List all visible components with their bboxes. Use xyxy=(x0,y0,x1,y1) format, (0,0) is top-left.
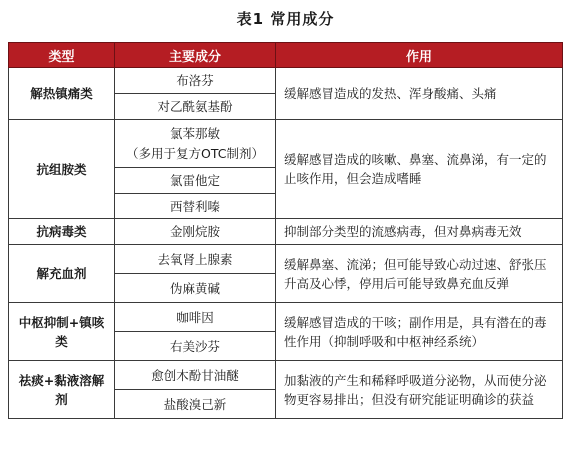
header-ingredient: 主要成分 xyxy=(115,43,276,68)
ingredient-cell: 愈创木酚甘油醚 xyxy=(115,361,276,390)
effect-cell: 抑制部分类型的流感病毒，但对鼻病毒无效 xyxy=(276,219,563,245)
ingredient-cell: 金刚烷胺 xyxy=(115,219,276,245)
table-row xyxy=(9,303,563,332)
table-title: 表1 常用成分 xyxy=(236,10,335,28)
effect-cell: 缓解感冒造成的发热、浑身酸痛、头痛 xyxy=(276,68,563,120)
ingredient-cell: 去氧肾上腺素 xyxy=(115,245,276,274)
header-effect: 作用 xyxy=(276,43,563,68)
ingredient-cell: 咖啡因 xyxy=(115,303,276,332)
table-row xyxy=(9,68,563,94)
type-cell: 解充血剂 xyxy=(9,245,115,303)
type-cell: 抗组胺类 xyxy=(9,120,115,219)
header-type: 类型 xyxy=(9,43,115,68)
effect-cell: 加黏液的产生和稀释呼吸道分泌物，从而使分泌物更容易排出；但没有研究能证明确诊的获益 xyxy=(276,361,563,419)
header-row xyxy=(9,43,563,68)
type-cell: 中枢抑制+镇咳类 xyxy=(9,303,115,361)
ingredient-cell: 氯苯那敏 （多用于复方OTC制剂） xyxy=(115,120,276,168)
table-row xyxy=(9,120,563,168)
ingredient-cell: 氯雷他定 xyxy=(115,168,276,194)
type-cell: 解热镇痛类 xyxy=(9,68,115,120)
type-cell: 祛痰+黏液溶解剂 xyxy=(9,361,115,419)
ingredient-cell: 伪麻黄碱 xyxy=(115,274,276,303)
ingredients-table xyxy=(8,42,563,419)
ingredient-cell: 盐酸溴己新 xyxy=(115,390,276,419)
effect-cell: 缓解感冒造成的干咳；副作用是，具有潜在的毒性作用（抑制呼吸和中枢神经系统） xyxy=(276,303,563,361)
ingredient-cell: 西替利嗪 xyxy=(115,194,276,219)
effect-cell: 缓解鼻塞、流涕；但可能导致心动过速、舒张压升高及心悸，停用后可能导致鼻充血反弹 xyxy=(276,245,563,303)
ingredient-cell: 布洛芬 xyxy=(115,68,276,94)
ingredient-cell: 右美沙芬 xyxy=(115,332,276,361)
table-row xyxy=(9,361,563,390)
type-cell: 抗病毒类 xyxy=(9,219,115,245)
ingredient-cell: 对乙酰氨基酚 xyxy=(115,94,276,120)
table-row xyxy=(9,219,563,245)
effect-cell: 缓解感冒造成的咳嗽、鼻塞、流鼻涕，有一定的止咳作用，但会造成嗜睡 xyxy=(276,120,563,219)
table-row xyxy=(9,245,563,274)
